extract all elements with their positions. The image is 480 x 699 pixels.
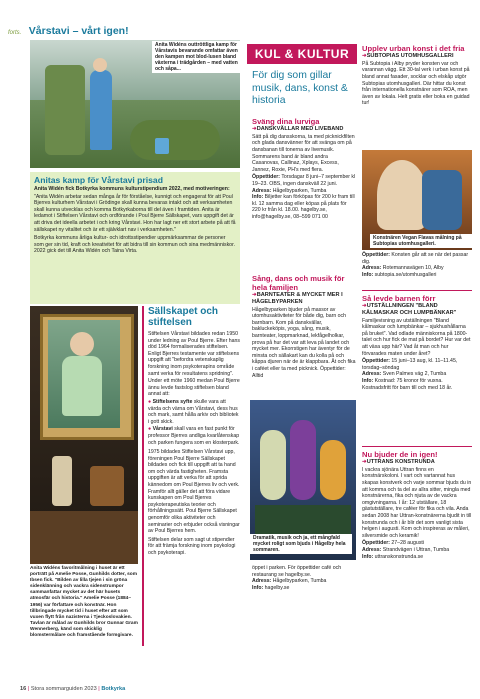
kultur-tail: öppet i parken. För öppettider café och restaurang se hagelby.se. Adress: Hågelbyparken, Tumba Info: hagelby.se xyxy=(252,565,342,591)
prize-box xyxy=(30,172,240,304)
society-p4: Stiftelsen delar som sagt ut stipendier för att främja forskning inom psykologi och psykoterapi. xyxy=(148,536,236,556)
page-title: Vårstavi – vårt igen! xyxy=(28,25,129,37)
society-p2: Under ett möte 1960 medan Poul Bjerre ännu levde fastslog stiftelsen bland annat att: xyxy=(148,378,240,398)
photo-painting-caption: Anita Widéns favoritmålning i huset är ett porträtt på Amelie Posse, Gunhilds dotter, som Ibsen fick. "Bilden av lilla tjejen i sin gröna sidenklänning och vackra sidenstrumpor sammanfattar mycket av det här husets atmosfär och historia." Amelie Posse (1884–1956) var författare och konstnär. Hon tillbringade mycket tid i huset efter att som vuxen flytt från nazisterna i Tjeckoslovakien. Tavlan är målad av Gunhilds bror Gunnar Gram Wennerberg, känd som skicklig blomstermålare och framstående formgivare. xyxy=(30,566,138,639)
header-kicker: forts. xyxy=(8,30,22,36)
kultur-section-dance: Sväng dina lurviga ➜DANSKVÄLLAR MED LIVEBAND Sätt på dig dansskorna, ta med picknickfilten och glada dansvänner för att svänga om på dansbanan till tonerna av livemusik. Sommarens band är bland andra Casanovas, Callinaz, Xplays, Excess, Jannez, Roxie, PH's med flera. Öppettider: Torsdagar 8 juni–7 september kl 19–23. OBS, ingen danskväll 22 juni. Adress: Hågelbyparken, Tumba Info: Biljetter kan förköpas för 200 kr fram till kl. 12 samma dag eller köpas på plats för 220 kr från kl. 18.00. hagelby.se, info@hagelby.se, 08–599 071 00 xyxy=(252,117,356,220)
page-header xyxy=(8,21,129,39)
divider xyxy=(362,446,472,447)
divider xyxy=(362,290,472,291)
photo-garden-caption: Anita Widéns outtröttliga kamp för Vårstavis bevarande omfattar även den kampen mot blod-lusen bland växterna i trädgården – med vatten och såpa... xyxy=(152,41,240,73)
brand-name: Botkyrka xyxy=(101,686,126,692)
society-p3: 1975 bildades Stiftelsen Vårstavi upp, föreningen Poul Bjerre Sällskapet bildades och fick till uppgift att ta hand om och värda fastigheten. Framsta uppgiften är att verka för att sprida kännedom om Poul Bjerres liv och verk. Framför allt gäller det att föra vidare kunskapen om Poul Bjerres psykoterapeutiska teorier och förhållningssätt. Poul Bjerre Sällskapet genomför olika aktiviteter och seminarier och erbjuder också visningar av Poul Bjerres hem. xyxy=(148,449,240,535)
right-section-urban-facts: Öppettider: Konsten går att se när det passar dig. Adress: Rotemannavägen 10, Alby Info: subtopia.se/utomhusgalleri xyxy=(362,252,469,278)
society-heading: Sällskapet och stiftelsen xyxy=(148,306,219,328)
prize-heading: Anitas kamp för Vårstavi prisad xyxy=(34,175,163,185)
photo-mural-caption: Konstnären Vegan Flavas målning på Subtopias utomhusgalleri. xyxy=(370,234,472,248)
right-section-children: Så levde barnen förr ➜UTSTÄLLNINGEN "BLAND KÅLMASKAR OCH LUMPBÄNKAR" Familjevisning av utställningen "Bland kålmaskar och lumpbänkar – sjukhushållarna på bruket". Vad odlade människorna på 1800-talet och hur fick de mat på bordet? Hur var det att växa upp här? Vad åt man och hur förvarades maten under året? Öppettider: 15 juni–13 aug, kl. 11–11.45, torsdag–söndag Adress: Sven Palmes väg 2, Tumba Info: Kostnad: 75 kronor för vuxna. Kostnadsfritt för barn till och med 18 år. xyxy=(362,294,471,391)
society-section xyxy=(142,306,240,646)
right-section-art-walk: Nu bjuder de in igen! ➜UTTRANS KONSTRUNDA I vackra sjönära Uttran finns en konstnärskoloni. I vart och vartannat hus skapas konstverk och varje sommar bjuds du in att komma och ta del av allra sitter, mingla med konstnärerna, fika och njuta av de vackra omgivningarna. I år: 12 utställare, 18 gästutställare, tre caféer för fika och vila. Anda sedan 2008 har Uttran-konstnärerna bjudit in till konstrunda och i år blir det som vanligt sista helgen i augusti. Kom och inspireras av måleri, silversmide och keramik! Öppettider: 27–28 augusti Adress: Strandvägen i Uttran, Tumba Info: uttranskonstrunda.se xyxy=(362,450,472,560)
right-section-urban: Upplev urban konst i det fria ➜SUBTOPIAS UTOMHUSGALLERI På Subtopia i Alby pryder konsten var och varannan vägg. Ett 30-tal verk i urban konst på bland annat fasader, socklar och elskåp utgör Subtopias utomhusgalleri. Där hittar du konst från internationella konstnärer som ROA, men även av lokala. Helt gratis eller boka en guidad tur! xyxy=(362,44,470,107)
photo-theatre-caption: Dramatik, musik och ja, ett mångfald mycket roligt som bjuds i Hågelby hela sommaren. xyxy=(250,534,352,554)
prize-quote: "Anita Widén arbetar sedan många år för förståelse, kunnigt och engagerat för att Poul Bjerres kulturhem Vårstavi i Grödinge skall kunna bevaras intakt och att verksamheten skall kunna utvecklas och komma Botkyrkaborna till del även i framtiden. Anita är ledamot i Stiftelsen Vårstavi och ordförande i Poul Bjerre Sällskapet, vars uppgift det är att driva det ideella arbetet i och kring Vårstavi. Hon har lagt ner ett stort arbete på att få sällskapet ny vitalitet och är ett självklart nav i verksamheten." xyxy=(34,193,236,233)
page-number: 16 xyxy=(20,686,27,692)
photo-garden xyxy=(30,40,240,168)
kultur-banner: KUL & KULTUR xyxy=(247,44,357,64)
photo-theatre xyxy=(250,400,356,560)
society-bullet: ● Stiftelsens syfte skulle vara att värda och värna om Vårstavi, dess hus och mark, samt hålla arkiv och bibliotek i gott skick. xyxy=(148,398,239,425)
page-footer: 16 | Stora sommarguiden 2023 | Botkyrka xyxy=(20,686,126,692)
prize-lead: Anita Widén fick Botkyrka kommuns kulturstipendium 2022, med motiveringen: xyxy=(34,186,230,192)
prize-body: Botkyrka kommuns årliga kultur- och idrottsstipendier uppmärksammar de personer som ger sin tid, kraft och kreativitet för att bidra till sin kommun och sina medmänniskor. 2022 gick det till Anita Widén och Taina Virta. xyxy=(34,235,235,255)
photo-mural xyxy=(362,150,472,250)
photo-painting xyxy=(30,306,138,564)
publication-name: Stora sommarguiden 2023 xyxy=(30,686,97,692)
society-bullet: ● Vårstavi skall vara en fast punkt för professor Bjerres andliga kvarlåtenskap och parken fungera som en klosterpark. xyxy=(148,426,240,446)
kultur-intro: För dig som gillar musik, dans, konst & historia xyxy=(252,70,348,106)
kultur-section-family: Sång, dans och musik för hela familjen ➜BARNTEATER & MYCKET MER I HÅGELBYPARKEN Hågelbyparken bjuder på massor av utomhusaktiviteter för både dig, barn och barnbarn. Kom på danskvällar, bakluckeköpis, yoga, sång, musik, barnteater, loppmarknad, lekfågelholkar, prova på hur det var att leva på landet och mycket mer. Ekorrstigen har äventyr för de minsta och sällakart kan du kolla på och kåppa djuren när de är klappbara. Åt och fika i caféet eller ta med picknick. Öppettider: Alltid xyxy=(252,274,356,379)
society-p1: Stiftelsen Vårstavi bildades redan 1950 under ledning av Poul Bjerre. Efter hans död 1964 formaliserades stiftelsen. Enligt Bjerres testamente var stiftelsens uppgift att "befordra vetenskaplig forskning inom psykoterapins område samt verka för resultatens spridning". xyxy=(148,331,240,377)
